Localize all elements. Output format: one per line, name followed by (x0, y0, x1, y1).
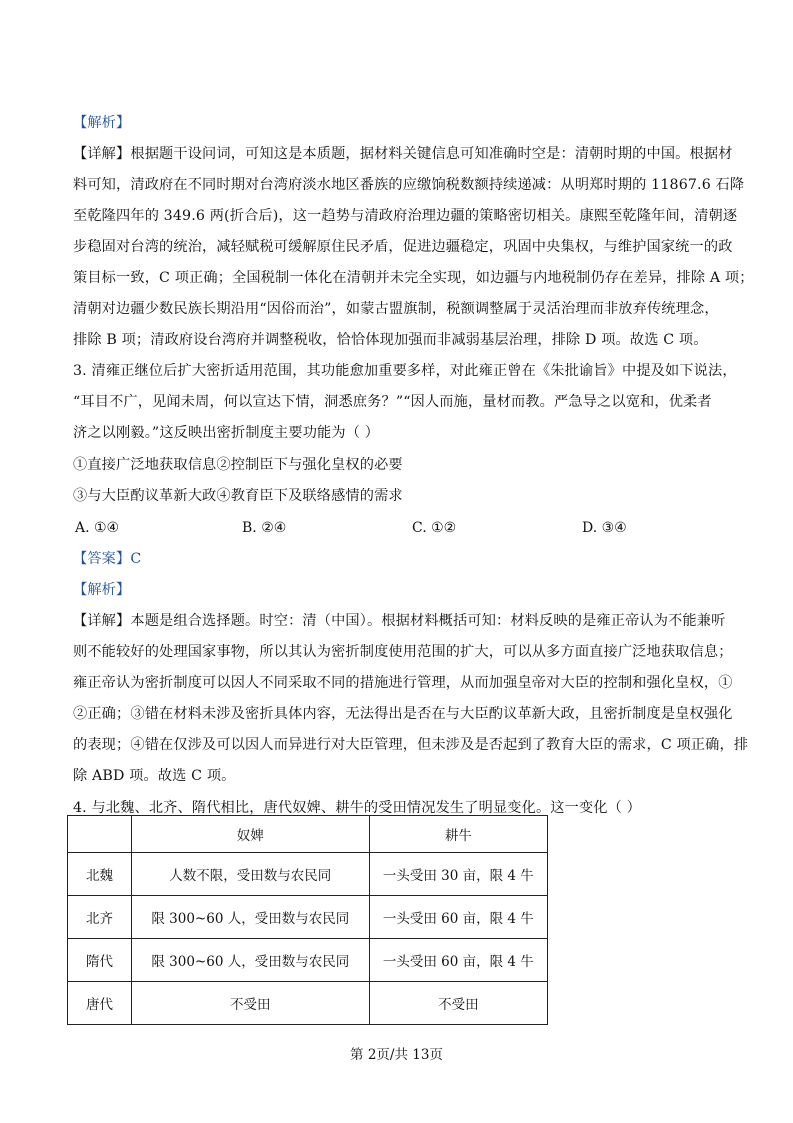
table-header-row (68, 816, 548, 853)
paragraph-line: 除 ABD 项。故选 C 项。 (73, 768, 236, 784)
paragraph-line: ②正确；③错在材料未涉及密折具体内容，无法得出是否在与大臣酌议革新大政，且密折制度是皇权强化 (73, 706, 733, 722)
question-choice-line: ①直接广泛地获取信息②控制臣下与强化皇权的必要 (73, 457, 403, 473)
table-row (68, 982, 548, 1025)
option-b: B. ②④ (242, 520, 287, 536)
paragraph-line: 的表现；④错在仅涉及可以因人而异进行对大臣管理，但未涉及是否起到了教育大臣的需求，C 项正确，排 (73, 737, 749, 753)
table-cell: 北魏 (68, 853, 132, 896)
table-header-cell: 奴婢 (131, 816, 369, 853)
table-cell: 不受田 (369, 982, 547, 1025)
table-cell: 限 300~60 人，受田数与农民同 (131, 939, 369, 982)
table-cell: 一头受田 60 亩，限 4 牛 (369, 939, 547, 982)
paragraph-line: 步稳固对台湾的统治，减轻赋税可缓解原住民矛盾，促进边疆稳定，巩固中央集权，与维护国家统一的政 (73, 239, 733, 255)
analysis-label: 【解析】 (73, 582, 131, 598)
paragraph-line: 【详解】本题是组合选择题。时空：清（中国）。根据材料概括可知：材料反映的是雍正帝认为不能兼听 (73, 613, 726, 629)
table-cell: 一头受田 30 亩，限 4 牛 (369, 853, 547, 896)
option-a: A. ①④ (75, 520, 120, 536)
option-d: D. ③④ (582, 520, 627, 536)
paragraph-line: 雍正帝认为密折制度可以因人不同采取不同的措施进行管理，从而加强皇帝对大臣的控制和强化皇权，① (73, 675, 733, 691)
question-stem-line: “耳目不广，见闻未周，何以宣达下情，洞悉庶务？”“因人而施，量材而教。严急导之以宽和，优柔者 (73, 394, 712, 410)
paragraph-line: 排除 B 项；清政府设台湾府并调整税收，恰恰体现加强而非减弱基层治理，排除 D 项。故选 C 项。 (73, 332, 708, 348)
table-row (68, 896, 548, 939)
table-header-cell: 耕牛 (369, 816, 547, 853)
question-stem-line: 4. 与北魏、北齐、隋代相比，唐代奴婢、耕牛的受田情况发生了明显变化。这一变化（ ） (73, 800, 641, 816)
paragraph-line: 至乾隆四年的 349.6 两(折合后)，这一趋势与清政府治理边疆的策略密切相关。康熙至乾隆年间，清朝逐 (73, 208, 738, 224)
table-cell: 人数不限，受田数与农民同 (131, 853, 369, 896)
table-cell: 一头受田 60 亩，限 4 牛 (369, 896, 547, 939)
paragraph-line: 料可知，清政府在不同时期对台湾府淡水地区番族的应缴饷税数额持续递减：从明郑时期的 11867.6 石降 (73, 177, 745, 193)
option-c: C. ①② (412, 520, 457, 536)
paragraph-line: 【详解】根据题干设问词，可知这是本质题，据材料关键信息可知准确时空是：清朝时期的中国。根据材 (73, 146, 733, 162)
analysis-label: 【解析】 (73, 115, 131, 131)
paragraph-line: 清朝对边疆少数民族长期沿用“因俗而治”，如蒙古盟旗制，税额调整属于灵活治理而非放弃传统理念， (73, 301, 719, 317)
table-cell: 隋代 (68, 939, 132, 982)
table-header-cell (68, 816, 132, 853)
table-cell: 不受田 (131, 982, 369, 1025)
table-cell: 唐代 (68, 982, 132, 1025)
paragraph-line: 则不能较好的处理国家事物，所以其认为密折制度使用范围的扩大，可以从多方面直接广泛地获取信息； (73, 644, 733, 660)
question-choice-line: ③与大臣酌议革新大政④教育臣下及联络感情的需求 (73, 488, 403, 504)
table-row (68, 853, 548, 896)
page-footer: 第 2页/共 13页 (350, 1047, 443, 1063)
answer-label: 【答案】C (73, 551, 142, 567)
table-row (68, 939, 548, 982)
question-stem-line: 济之以刚毅。”这反映出密折制度主要功能为（ ） (73, 425, 380, 441)
question-stem-line: 3. 清雍正继位后扩大密折适用范围，其功能愈加重要多样，对此雍正曾在《朱批谕旨》中提及如下说法， (73, 363, 737, 379)
table-cell: 限 300~60 人，受田数与农民同 (131, 896, 369, 939)
table-cell: 北齐 (68, 896, 132, 939)
data-table (67, 815, 548, 1025)
paragraph-line: 策目标一致，C 项正确；全国税制一体化在清朝并未完全实现，如边疆与内地税制仍存在差异，排除 A 项； (73, 270, 754, 286)
